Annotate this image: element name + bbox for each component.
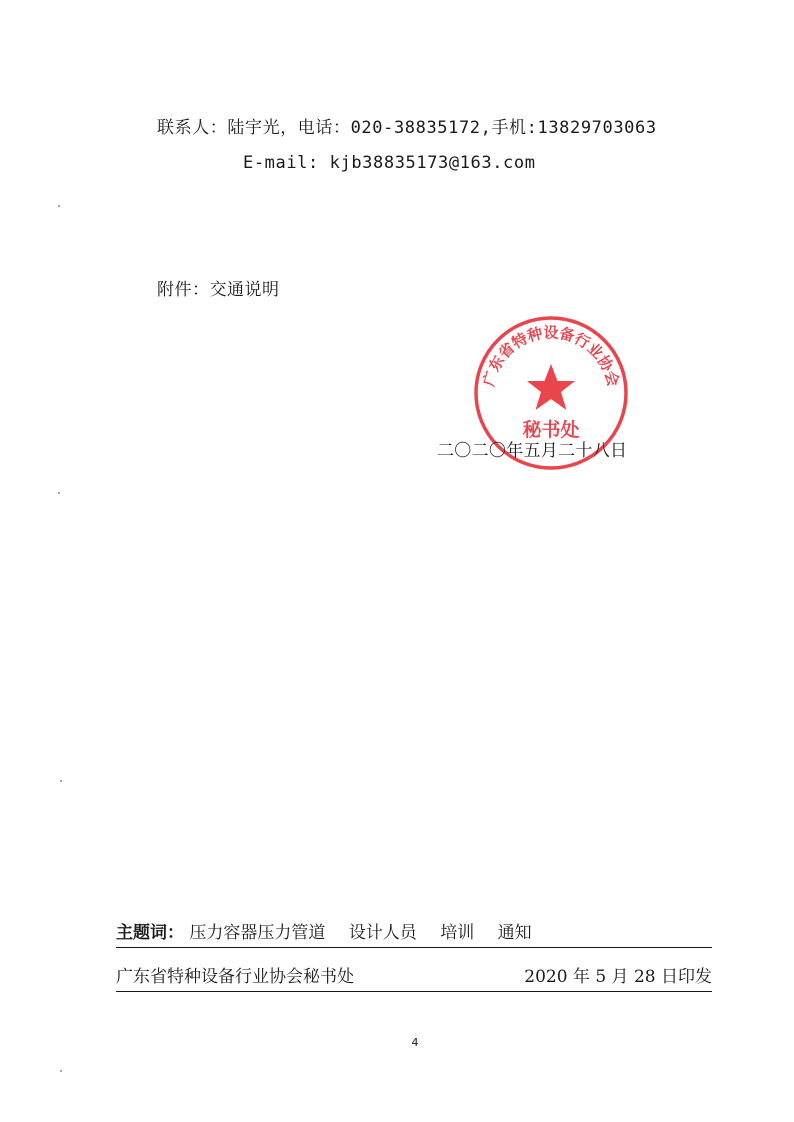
seal-org-text: 广东省特种设备行业协会 — [479, 323, 623, 389]
keyword: 培训 — [440, 923, 475, 943]
email-line: E-mail: kjb38835173@163.com — [243, 153, 536, 173]
page-number: 4 — [411, 1036, 419, 1049]
issuer-line — [116, 962, 712, 992]
attachment-line: 附件：交通说明 — [157, 280, 280, 300]
issue-date: 二〇二〇年五月二十八日 — [437, 441, 628, 461]
contact-line: 联系人：陆宇光，电话：020-38835172,手机:13829703063 — [157, 118, 657, 138]
issued-date: 2020 年 5 月 28 日印发 — [524, 967, 712, 987]
subject-label: 主题词： — [116, 923, 184, 943]
keyword: 通知 — [497, 923, 532, 943]
keyword: 设计人员 — [348, 923, 417, 943]
scan-speck — [60, 780, 62, 782]
keyword: 压力容器压力管道 — [189, 923, 326, 943]
scan-speck — [58, 205, 60, 207]
scan-speck — [60, 1070, 62, 1072]
subject-keywords-line — [116, 918, 712, 948]
star-icon — [527, 364, 575, 410]
issuer-org: 广东省特种设备行业协会秘书处 — [116, 967, 354, 987]
seal-dept-text: 秘书处 — [522, 419, 580, 441]
scan-speck — [58, 492, 60, 494]
